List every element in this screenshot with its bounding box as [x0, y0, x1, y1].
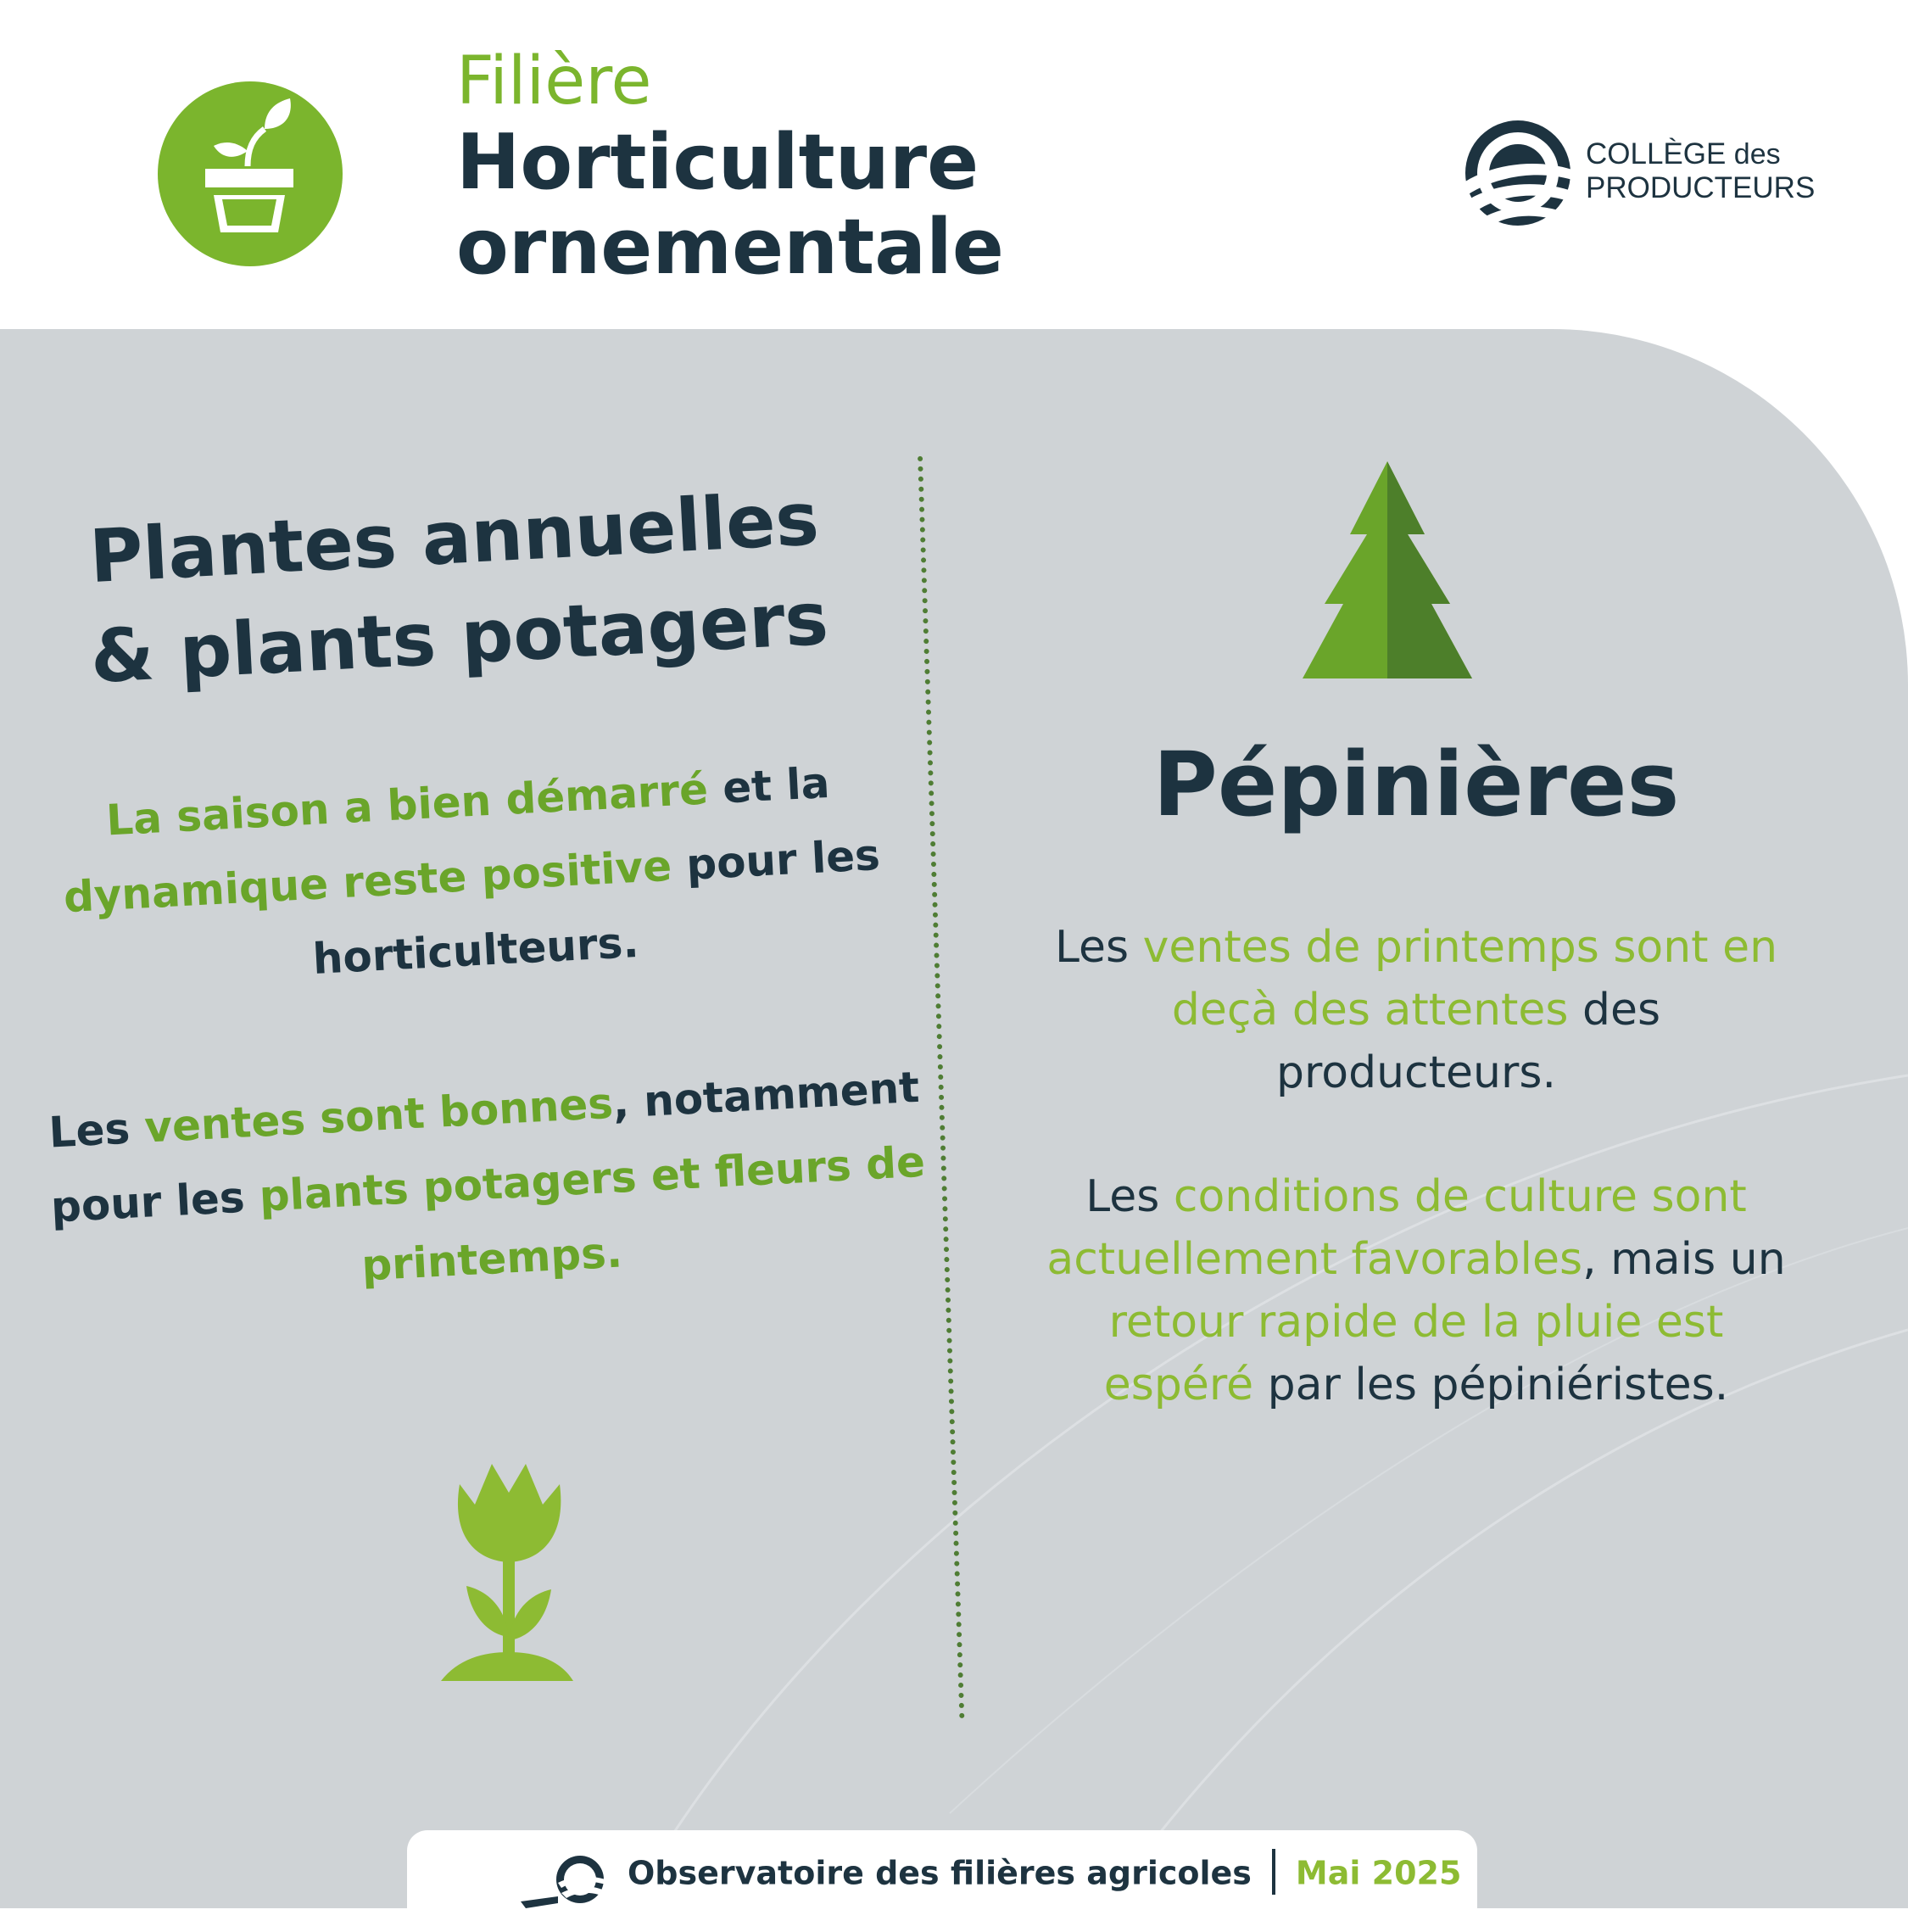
- logo-text: [1586, 137, 1815, 205]
- annual-heading-line2: & plants potagers: [88, 576, 831, 701]
- footer-content: [628, 1852, 1461, 1898]
- nurseries-heading: Pépinières: [1152, 733, 1680, 836]
- logo-producteurs: PRODUCTEURS: [1586, 171, 1816, 204]
- highlight-text: plants potagers et fleurs de printemps.: [258, 1136, 927, 1291]
- plant-pot-icon: [158, 81, 343, 266]
- footer-separator: [1272, 1849, 1275, 1895]
- footer-label: Observatoire des filières agricoles: [628, 1854, 1252, 1892]
- body-text: pour les horticulteurs.: [311, 829, 882, 985]
- page-title-line2: ornementale: [456, 203, 1004, 292]
- body-text: Les: [47, 1103, 147, 1158]
- annual-paragraph-1: [17, 741, 926, 1012]
- nurseries-section: [1043, 729, 1789, 1477]
- footer-date: Mai 2025: [1295, 1854, 1462, 1892]
- body-text: par les pépiniéristes.: [1253, 1360, 1729, 1410]
- highlight-text: ventes de printemps sont en deçà des attentes: [1142, 922, 1778, 1036]
- body-text: , notamment pour les: [49, 1062, 921, 1232]
- annual-heading-line1: Plantes annuelles: [87, 477, 821, 600]
- college-logo-icon: [1459, 114, 1577, 232]
- logo-des: des: [1726, 138, 1781, 170]
- nurseries-paragraph-2: [1043, 1165, 1789, 1416]
- highlight-text: ventes sont bonnes: [142, 1078, 615, 1153]
- header: [0, 0, 1908, 329]
- footer-logo-icon: [521, 1854, 614, 1910]
- page-title-line1: Horticulture: [456, 118, 979, 207]
- body-text: Les: [1085, 1171, 1174, 1222]
- footer-bar: [407, 1830, 1477, 1932]
- highlight-text: retour rapide de la pluie est espéré: [1103, 1297, 1724, 1410]
- highlight-text: La saison a bien démarré: [104, 764, 710, 846]
- pine-tree-icon: [1303, 461, 1472, 682]
- title-block: [456, 42, 1004, 290]
- logo-college: COLLÈGE: [1586, 137, 1727, 170]
- annual-paragraph-2: [33, 1049, 942, 1320]
- college-logo: [1459, 114, 1815, 232]
- body-text: , mais un: [1582, 1234, 1786, 1285]
- filiere-label: Filière: [456, 43, 652, 120]
- highlight-text: dynamique reste positive: [62, 840, 673, 923]
- highlight-text: conditions de culture sont actuellement favorables: [1046, 1171, 1747, 1285]
- tulip-icon: [441, 1459, 577, 1688]
- body-text: des producteurs.: [1276, 985, 1661, 1098]
- body-text: et la: [706, 757, 831, 814]
- nurseries-paragraph-1: [1043, 916, 1789, 1104]
- body-text: Les: [1054, 922, 1143, 973]
- annual-plants-section: [3, 465, 947, 1404]
